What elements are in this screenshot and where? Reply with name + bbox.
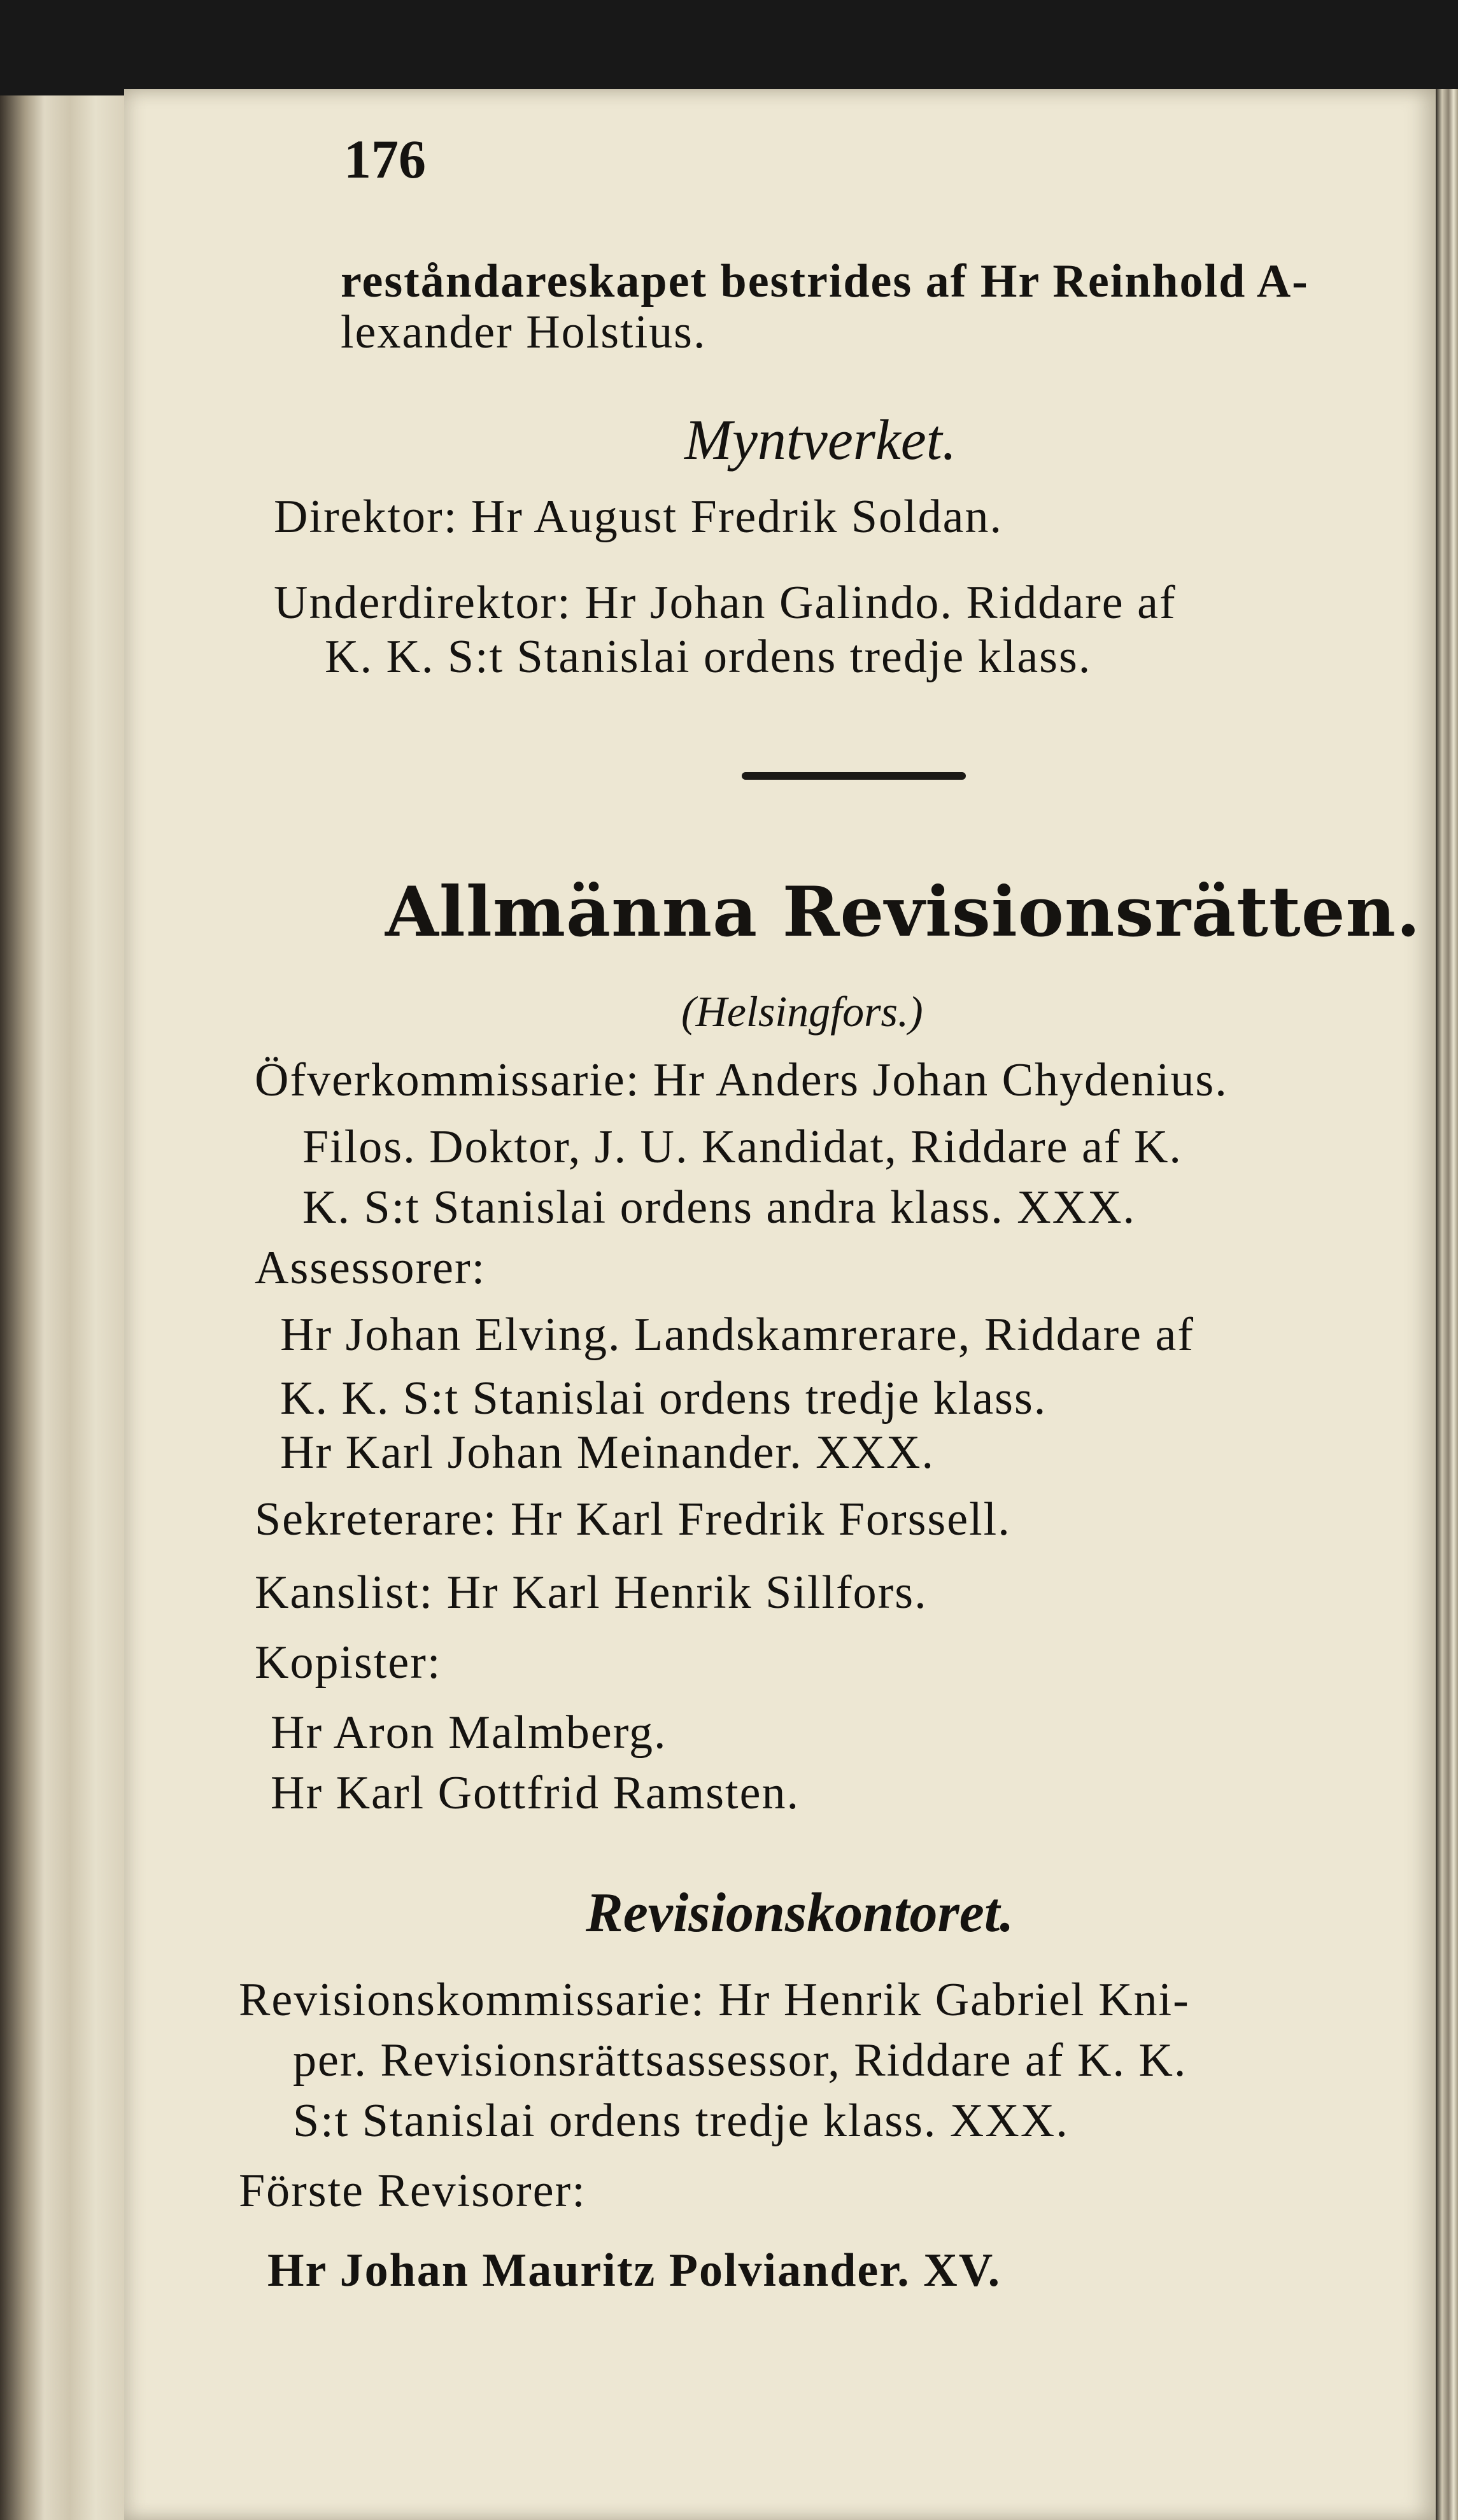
text-line: S:t Stanislai ordens tredje klass. XXX. xyxy=(293,2095,1069,2147)
text-line: Förste Revisorer: xyxy=(239,2165,586,2217)
text-line: Underdirektor: Hr Johan Galindo. Riddare af xyxy=(274,577,1177,629)
book-binding-edge xyxy=(0,95,127,2520)
text-line: K. K. S:t Stanislai ordens tredje klass. xyxy=(325,631,1092,683)
text-line: Sekreterare: Hr Karl Fredrik Forssell. xyxy=(255,1493,1011,1545)
text-line: Kanslist: Hr Karl Henrik Sillfors. xyxy=(255,1566,928,1619)
text-line: Hr Karl Gottfrid Ramsten. xyxy=(271,1767,800,1819)
page-number: 176 xyxy=(344,129,426,190)
text-line: Filos. Doktor, J. U. Kandidat, Riddare af K. xyxy=(302,1121,1182,1173)
text-line: K. S:t Stanislai ordens andra klass. XXX. xyxy=(302,1181,1136,1234)
text-line: Hr Karl Johan Meinander. XXX. xyxy=(280,1426,935,1479)
page-edge-right xyxy=(1436,89,1458,2520)
section-subtitle: (Helsingfors.) xyxy=(681,987,923,1036)
text-line: per. Revisionsrättsassessor, Riddare af K. K. xyxy=(293,2034,1187,2087)
text-line: K. K. S:t Stanislai ordens tredje klass. xyxy=(280,1372,1047,1425)
text-line: reståndareskapet bestrides af Hr Reinhold A- xyxy=(341,255,1309,307)
text-line: Direktor: Hr August Fredrik Soldan. xyxy=(274,491,1003,543)
text-line: Hr Aron Malmberg. xyxy=(271,1707,667,1759)
section-title-allmanna-revisionsratten: Allmänna Revisionsrätten. xyxy=(385,872,1421,952)
text-line: lexander Holstius. xyxy=(341,306,707,358)
text-line: Hr Johan Elving. Landskamrerare, Riddare af xyxy=(280,1309,1194,1361)
section-heading-revisionskontoret: Revisionskontoret. xyxy=(586,1882,1014,1944)
text-line: Revisionskommissarie: Hr Henrik Gabriel Kni- xyxy=(239,1974,1190,2026)
text-line: Kopister: xyxy=(255,1637,442,1689)
section-heading-myntverket: Myntverket. xyxy=(684,409,957,472)
section-divider xyxy=(742,772,966,780)
text-line: Assessorer: xyxy=(255,1242,486,1294)
text-line: Öfverkommissarie: Hr Anders Johan Chydenius. xyxy=(255,1054,1228,1106)
text-line: Hr Johan Mauritz Polviander. XV. xyxy=(267,2244,1001,2297)
